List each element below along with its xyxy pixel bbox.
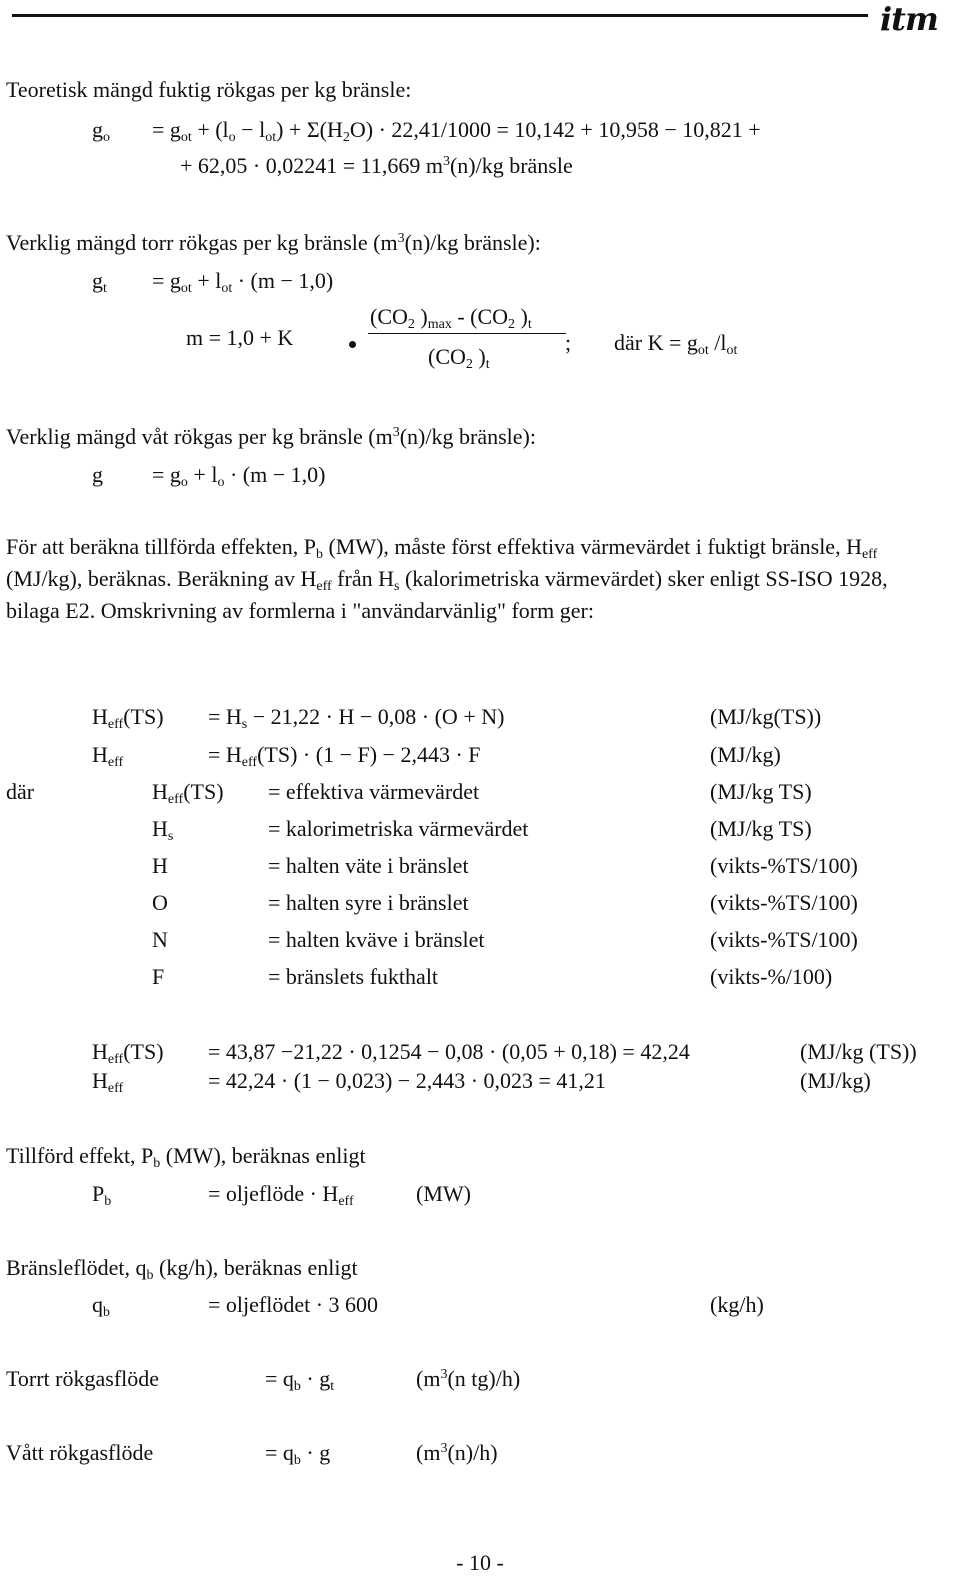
fuelflow-heading: Bränsleflödet, $q_b$ (kg/h), beräknas enligt <box>6 1255 358 1283</box>
multiplication-dot <box>349 341 356 348</box>
dry-heading: Verklig mängd torr rökgas per kg bränsle ($m^3(n)/kg$ bränsle): <box>6 230 541 255</box>
power-rhs: = oljeflöde · $H_{eff}$ <box>208 1181 354 1209</box>
power-unit: (MW) <box>416 1181 471 1206</box>
def-description: = halten kväve i bränslet <box>268 927 485 952</box>
theoretical-heading: Teoretisk mängd fuktig rökgas per kg bränsle: <box>6 77 412 102</box>
result-heff-ts-lhs: $H_{eff}(TS)$ <box>92 1039 164 1067</box>
dryflow-equation: = $q_b \cdot g_t$ <box>265 1366 335 1394</box>
heff-lhs: $H_{eff}$ <box>92 742 124 770</box>
def-description: = kalorimetriska värmevärdet <box>268 816 529 841</box>
result-heff-ts-unit: (MJ/kg (TS)) <box>800 1039 917 1064</box>
k-definition: där $K = g_{ot}$ $/l_{ot}$ <box>614 330 738 358</box>
def-symbol: H <box>152 853 168 878</box>
fuelflow-lhs: $q_b$ <box>92 1292 110 1320</box>
def-unit: (MJ/kg TS) <box>710 816 812 841</box>
m-equation: m = 1,0 + K <box>186 325 294 350</box>
theoretical-equation-line2: + 62,05 · 0,02241 = 11,669 $m^3(n)/kg$ bränsle <box>180 153 573 178</box>
heff-ts-rhs: = $H_s - 21,22 \cdot H - 0,08 \cdot (O + N)$ <box>208 704 505 732</box>
wetflow-equation: = $q_b \cdot g$ <box>265 1440 331 1468</box>
wet-g-lhs: g <box>92 462 103 487</box>
fuelflow-rhs: = oljeflödet · 3 600 <box>208 1292 379 1317</box>
theoretical-equation-rhs: = $g_{ot} + (l_o - l_{ot}) + \Sigma(H_2O) \cdot 22,41/1000 = 10,142 + 10,958 - 10,821$ + <box>152 117 761 145</box>
wet-g-rhs: = $g_o + l_o \cdot (m - 1,0)$ <box>152 462 326 490</box>
def-unit: (MJ/kg TS) <box>710 779 812 804</box>
def-symbol: F <box>152 964 165 989</box>
wetflow-unit: $(m^3(n)/h)$ <box>416 1440 498 1465</box>
power-heading: Tillförd effekt, $P_b$ (MW), beräknas enligt <box>6 1143 366 1171</box>
def-unit: (vikts-%TS/100) <box>710 927 858 952</box>
def-symbol: N <box>152 927 168 952</box>
def-symbol: $H_s$ <box>152 816 174 844</box>
fuelflow-unit: (kg/h) <box>710 1292 764 1317</box>
fraction-numerator: ($CO_2$ )$_{max} - (CO_2$ )$_t$ <box>370 304 532 332</box>
def-unit: (vikts-%TS/100) <box>710 890 858 915</box>
def-description: = effektiva värmevärdet <box>268 779 480 804</box>
dryflow-unit: ($m^3(n$ tg)/h) <box>416 1366 521 1391</box>
power-lhs: $P_b$ <box>92 1181 112 1209</box>
explanation-paragraph: För att beräkna tillförda effekten, $P_b$ (MW), måste först effektiva värmevärdet i fuktigt bränsle, $H_{eff}$ (MJ/kg), beräknas. Beräkning av $H_{eff}$ från $H_s$ (kalorimetriska värmevärdet) sker enligt SS-ISO 1928, bilaga E2. Omskrivning av formlerna i "användarvänlig" form ger: <box>6 534 888 623</box>
result-heff-rhs: = 42,24 · (1 − 0,023) − 2,443 · 0,023 = 41,21 <box>208 1068 606 1093</box>
def-unit: (vikts-%/100) <box>710 964 833 989</box>
def-symbol: O <box>152 890 168 915</box>
heff-ts-unit: (MJ/kg(TS)) <box>710 704 822 729</box>
dry-gt-lhs: $g_t$ <box>92 268 107 296</box>
def-description: = halten syre i bränslet <box>268 890 469 915</box>
result-heff-lhs: $H_{eff}$ <box>92 1068 124 1096</box>
result-heff-ts-rhs: = 43,87 −21,22 · 0,1254 − 0,08 · (0,05 + 0,18) = 42,24 <box>208 1039 690 1064</box>
result-heff-unit: (MJ/kg) <box>800 1068 871 1093</box>
fraction-bar <box>368 333 566 334</box>
fraction-denominator: ($CO_2$ )$_t$ <box>428 344 490 372</box>
page-number: - 10 - <box>456 1550 504 1575</box>
theoretical-equation-line1: $g_o$ <box>92 117 110 145</box>
def-description: = bränslets fukthalt <box>268 964 439 989</box>
wet-heading: Verklig mängd våt rökgas per kg bränsle ($m^3(n)/kg$ bränsle): <box>6 424 536 449</box>
def-description: = halten väte i bränslet <box>268 853 469 878</box>
heff-ts-lhs: $H_{eff}(TS)$ <box>92 704 164 732</box>
header-rule <box>12 14 868 17</box>
semicolon: ; <box>565 330 572 355</box>
itm-logo: itm <box>880 0 938 38</box>
def-unit: (vikts-%TS/100) <box>710 853 858 878</box>
wetflow-label: Vått rökgasflöde <box>6 1440 154 1465</box>
heff-unit: (MJ/kg) <box>710 742 781 767</box>
dar-label: där <box>6 779 35 804</box>
dry-gt-rhs: = $g_{ot} + l_{ot} \cdot (m - 1,0)$ <box>152 268 334 296</box>
dryflow-label: Torrt rökgasflöde <box>6 1366 160 1391</box>
heff-rhs: = $H_{eff}(TS) \cdot (1 - F) - 2,443 \cdot F$ <box>208 742 481 770</box>
def-symbol: $H_{eff}(TS)$ <box>152 779 224 807</box>
